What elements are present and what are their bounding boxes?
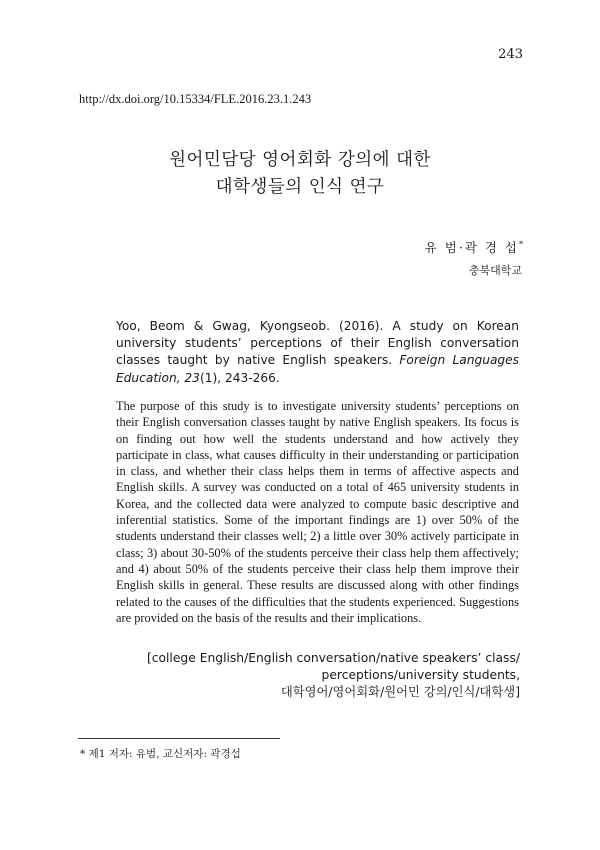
keywords-line-1: [college English/English conversation/native speakers’ class/ (146, 651, 520, 665)
page-number: 243 (498, 47, 523, 62)
footnote: * 제1 저자: 유범, 교신저자: 곽경섭 (80, 748, 241, 760)
author-footnote-marker: * (519, 239, 523, 249)
doi-link[interactable]: http://dx.doi.org/10.15334/FLE.2016.23.1.243 (79, 92, 312, 106)
citation-journal: Foreign Languages Education, 23 (116, 353, 519, 385)
paper-title (0, 147, 600, 201)
footnote-divider (78, 738, 280, 739)
citation-article-title: A study on Korean university students’ perceptions of their English conversation classes taught by native English speakers. (116, 319, 520, 368)
citation-issue-pages: (1), 243-266. (199, 370, 280, 385)
keywords (100, 650, 520, 701)
keywords-line-3: 대학영어/영어회화/원어민 강의/인식/대학생] (280, 685, 520, 699)
affiliation: 충북대학교 (468, 264, 522, 277)
title-line-1: 원어민담당 영어회화 강의에 대한 (169, 150, 431, 170)
citation (116, 318, 519, 387)
citation-authors-year: Yoo, Beom & Gwag, Kyongseob. (2016). (116, 319, 384, 333)
keywords-line-2: perceptions/university students, (321, 668, 520, 682)
title-line-2: 대학생들의 인식 연구 (215, 177, 385, 197)
author-names: 유 범·곽 경 섭 (424, 240, 519, 255)
abstract: The purpose of this study is to investigate university students’ perceptions on their English conversation classes taught by native English speakers. Its focus is on finding out how well the students understand and how actively they participate in class, what causes difficulty in their understanding or participation in class, and whether their class helps them in terms of affective aspects and English skills. A survey was conducted on a total of 465 university students in Korea, and the collected data were analyzed to compute basic descriptive and inferential statistics. Some of the important findings are 1) over 50% of the students understand their classes well; 2) a little over 30% actively participate in class; 3) about 30-50% of the students perceive their class help them affectively; and 4) about 50% of the students perceive their class help them improve their English skills in general. These results are discussed along with other findings related to the causes of the difficulties that the students experienced. Suggestions are provided on the basis of the results and their implications. (116, 399, 519, 625)
authors (425, 238, 523, 256)
